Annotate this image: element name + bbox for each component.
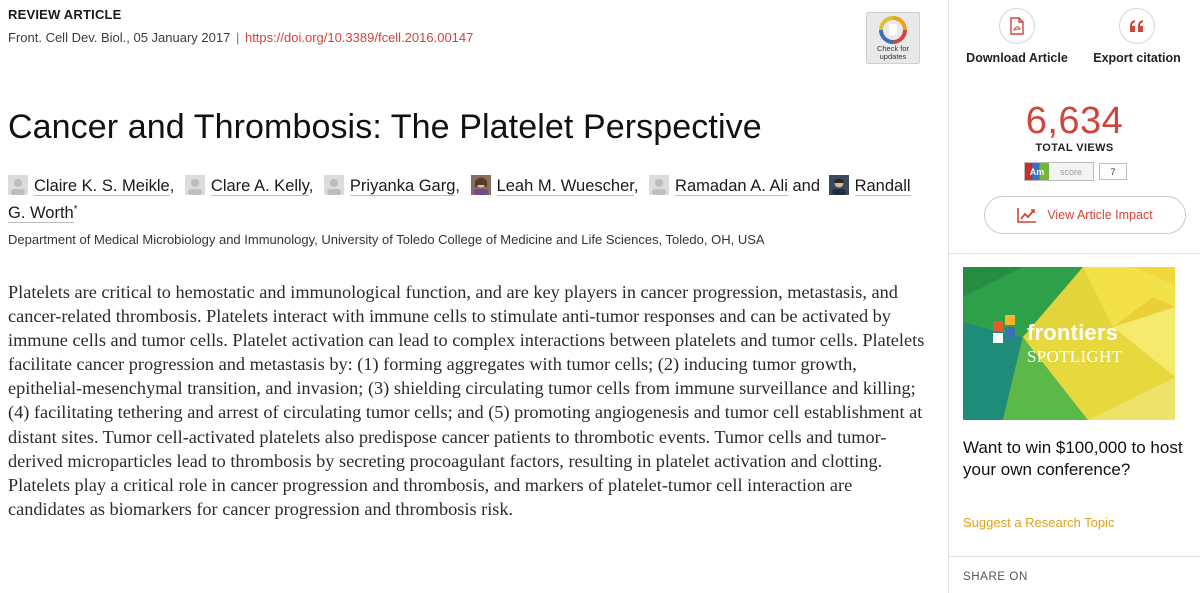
trend-chart-icon — [1017, 207, 1037, 223]
author-name: Claire K. S. Meikle — [34, 177, 170, 195]
check-for-updates-badge[interactable] — [866, 12, 920, 64]
author-name: Randall G. Worth — [8, 177, 911, 222]
author-photo — [829, 175, 849, 195]
total-views-count: 6,634 — [1025, 100, 1124, 142]
share-divider — [949, 556, 1200, 557]
author-name: Priyanka Garg — [349, 177, 456, 195]
total-views-label: TOTAL VIEWS — [1035, 142, 1114, 154]
article-type-label: REVIEW ARTICLE — [8, 7, 122, 22]
view-article-impact-button[interactable] — [984, 196, 1186, 234]
avatar — [324, 175, 344, 195]
export-citation-button[interactable] — [1077, 8, 1197, 65]
sidebar-divider — [949, 253, 1200, 254]
view-article-impact-label: View Article Impact — [1047, 208, 1153, 222]
download-icon-circle — [999, 8, 1035, 44]
download-article-button[interactable] — [957, 8, 1077, 65]
altmetric-score-value: 7 — [1099, 163, 1127, 180]
doi-link[interactable]: https://doi.org/10.3389/fcell.2016.00147 — [244, 30, 474, 45]
citation-separator: | — [235, 30, 240, 45]
author-separator: , — [308, 177, 314, 195]
abstract-text: Platelets are critical to hemostatic and immunological function, and are key players in cancer progression, metastasis, and cancer-related thrombosis. Platelets interact with immune cells to stimulate anti-tumor responses and can be activated by immune cells and tumor cells. Platelet activation can lead to complex interactions between platelets and tumor cells. Platelets facilitate cancer progression and metastasis by: (1) forming aggregates with tumor cells; (2) inducing tumor growth, epithelial-mesenchymal transition, and invasion; (3) shielding circulating tumor cells from immune surveillance and killing; (4) facilitating tethering and arrest of circulating tumor cells; and (5) promoting angiogenesis and tumor cell establishment at distant sites. Tumor cell-activated platelets also predispose cancer patients to thrombotic events. Tumor cells and tumor-derived microparticles lead to thrombosis by secreting procoagulant factors, resulting in platelet activation and clotting. Platelets play a critical role in cancer progression and thrombosis, and markers of platelet-tumor cell interaction are candidates as biomarkers for cancer progression and thrombosis risk. — [8, 282, 925, 519]
download-article-label: Download Article — [966, 51, 1068, 65]
promo-brand: frontiers — [1027, 320, 1119, 345]
author-list — [8, 175, 928, 225]
author-name: Ramadan A. Ali — [675, 177, 788, 195]
share-on-label: SHARE ON — [963, 571, 1028, 583]
avatar — [649, 175, 669, 195]
frontiers-spotlight-banner[interactable] — [963, 267, 1175, 420]
suggest-research-topic-link[interactable]: Suggest a Research Topic — [963, 515, 1115, 530]
article-title: Cancer and Thrombosis: The Platelet Perspective — [8, 108, 762, 146]
check-updates-icon — [878, 16, 908, 44]
avatar — [8, 175, 28, 195]
promo-heading: Want to win $100,000 to host your own conference? — [963, 438, 1183, 479]
sidebar — [949, 0, 1200, 593]
author-name: Leah M. Wuescher — [496, 177, 634, 195]
author-item[interactable] — [649, 177, 788, 195]
quote-icon — [1129, 19, 1145, 33]
promo-spotlight: SPOTLIGHT — [1027, 347, 1123, 366]
author-item[interactable] — [8, 177, 180, 195]
altmetric-widget[interactable] — [1024, 162, 1127, 181]
author-separator: , — [633, 177, 639, 195]
author-separator: , — [169, 177, 175, 195]
avatar — [185, 175, 205, 195]
author-item[interactable] — [185, 177, 319, 195]
journal-date: Front. Cell Dev. Biol., 05 January 2017 — [8, 30, 231, 45]
author-separator: , — [455, 177, 460, 195]
corresponding-author-mark: * — [73, 204, 78, 215]
author-name: Clare A. Kelly — [210, 177, 309, 195]
export-citation-label: Export citation — [1093, 51, 1181, 65]
citation-line — [8, 30, 473, 45]
author-item[interactable] — [471, 177, 645, 195]
pdf-icon — [1009, 17, 1025, 35]
altmetric-logo: Am — [1025, 163, 1049, 180]
altmetric-badge — [1024, 162, 1094, 181]
author-item[interactable] — [324, 177, 466, 195]
check-updates-text: Check for updates — [876, 44, 910, 61]
altmetric-score-label: score — [1059, 166, 1082, 177]
export-icon-circle — [1119, 8, 1155, 44]
affiliation: Department of Medical Microbiology and Immunology, University of Toledo College of Medicine and Life Sciences, Toledo, OH, USA — [8, 232, 765, 247]
author-photo — [471, 175, 491, 195]
authors-and: and — [792, 177, 820, 195]
